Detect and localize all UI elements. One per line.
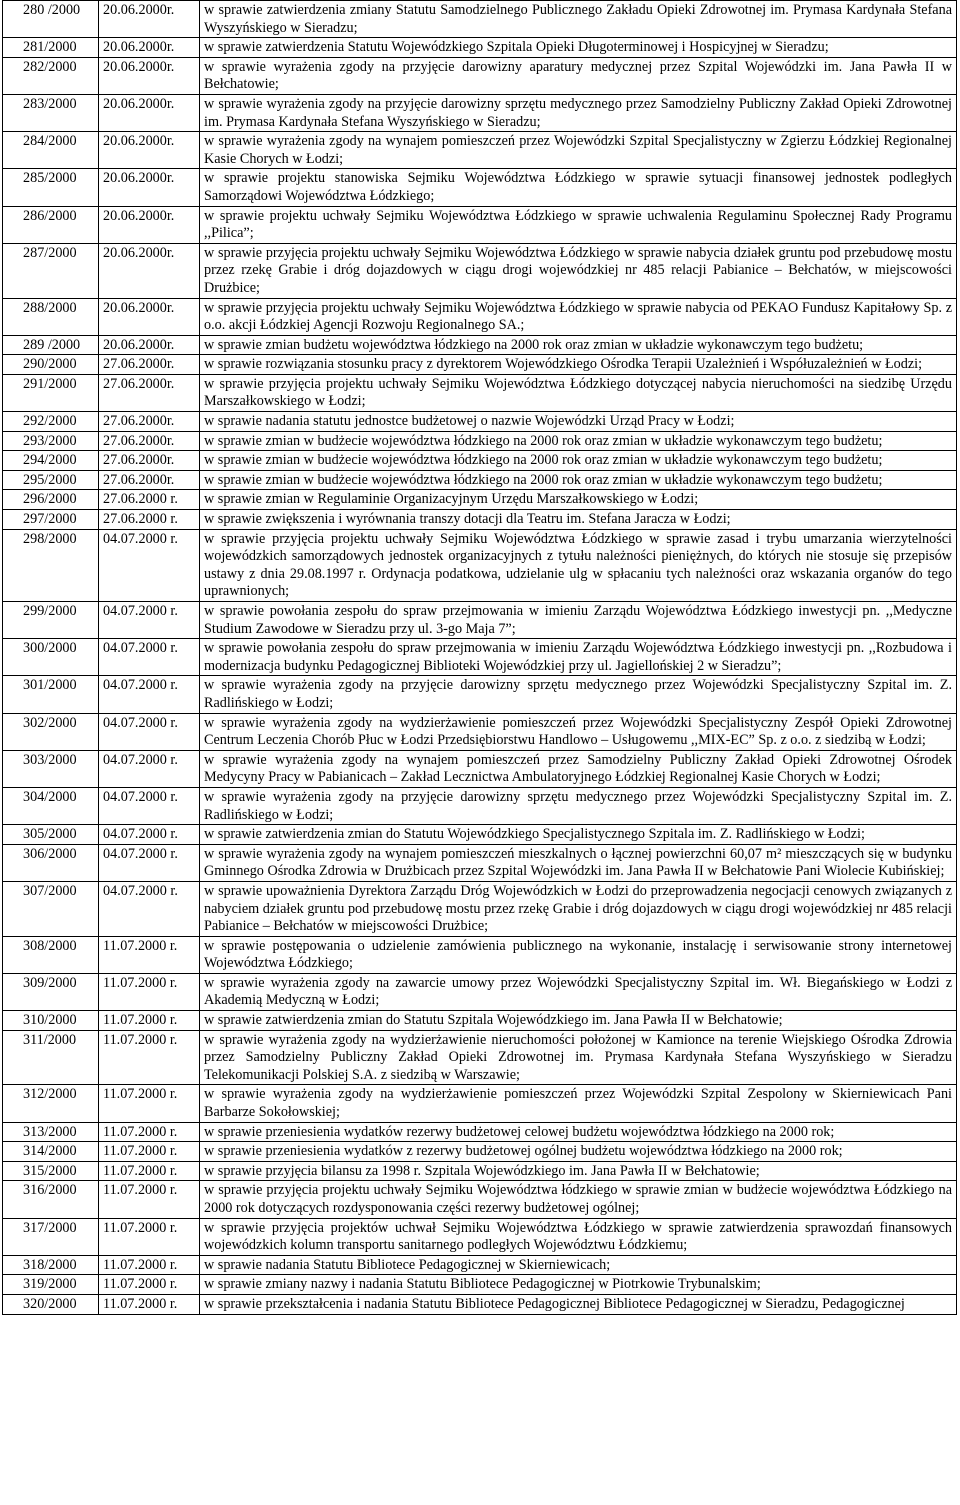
resolution-subject: w sprawie przyjęcia projektu uchwały Sejmiku Województwa Łódzkiego w sprawie nabycia od PEKAO Fundusz Kapitałowy Sp. z o.o. akcji Łódzkiej Agencji Rozwoju Regionalnego SA.; [200, 298, 957, 335]
resolution-number: 296/2000 [3, 490, 99, 510]
table-row [3, 94, 957, 131]
resolution-number: 307/2000 [3, 881, 99, 936]
resolution-number: 320/2000 [3, 1294, 99, 1314]
resolution-date: 04.07.2000 r. [99, 881, 200, 936]
table-row [3, 206, 957, 243]
resolution-date: 11.07.2000 r. [99, 1218, 200, 1255]
table-row [3, 973, 957, 1010]
table-row [3, 169, 957, 206]
table-row [3, 490, 957, 510]
resolution-number: 290/2000 [3, 355, 99, 375]
resolution-date: 04.07.2000 r. [99, 844, 200, 881]
table-row [3, 529, 957, 601]
table-row [3, 1, 957, 38]
table-row [3, 1255, 957, 1275]
table-row [3, 355, 957, 375]
resolution-number: 299/2000 [3, 602, 99, 639]
resolution-date: 20.06.2000r. [99, 169, 200, 206]
table-row [3, 602, 957, 639]
resolution-date: 11.07.2000 r. [99, 1030, 200, 1085]
resolution-number: 284/2000 [3, 132, 99, 169]
resolution-subject: w sprawie zmian w budżecie województwa łódzkiego na 2000 rok oraz zmian w układzie wykonawczym tego budżetu; [200, 451, 957, 471]
resolution-subject: w sprawie zwiększenia i wyrównania transzy dotacji dla Teatru im. Stefana Jaracza w Łodzi; [200, 510, 957, 530]
resolution-date: 27.06.2000r. [99, 412, 200, 432]
resolution-date: 04.07.2000 r. [99, 787, 200, 824]
table-row [3, 132, 957, 169]
table-row [3, 1218, 957, 1255]
resolution-number: 280 /2000 [3, 1, 99, 38]
resolution-date: 11.07.2000 r. [99, 1181, 200, 1218]
resolution-subject: w sprawie zatwierdzenia Statutu Wojewódzkiego Szpitala Opieki Długoterminowej i Hospicyjnej w Sieradzu; [200, 38, 957, 58]
resolution-subject: w sprawie wyrażenia zgody na przyjęcie darowizny sprzętu medycznego przez Wojewódzki Specjalistyczny Szpital im. Z. Radlińskiego w Łodzi; [200, 676, 957, 713]
resolution-number: 304/2000 [3, 787, 99, 824]
resolution-date: 04.07.2000 r. [99, 529, 200, 601]
resolution-date: 11.07.2000 r. [99, 1294, 200, 1314]
resolution-subject: w sprawie przyjęcia projektów uchwał Sejmiku Województwa Łódzkiego w sprawie zatwierdzenia sprawozdań finansowych wojewódzkich kolumn transportu sanitarnego podległych Województwu Łódzkiemu; [200, 1218, 957, 1255]
resolution-date: 04.07.2000 r. [99, 639, 200, 676]
resolution-date: 20.06.2000r. [99, 1, 200, 38]
resolution-number: 317/2000 [3, 1218, 99, 1255]
resolution-date: 11.07.2000 r. [99, 1255, 200, 1275]
resolution-subject: w sprawie powołania zespołu do spraw przejmowania w imieniu Zarządu Województwa Łódzkiego inwestycji pn. ,,Rozbudowa i modernizacja budynku Pedagogicznej Biblioteki Wojewódzkiej przy ul. Jagiellońskiej 2 w Sieradzu”; [200, 639, 957, 676]
resolution-date: 11.07.2000 r. [99, 936, 200, 973]
table-row [3, 38, 957, 58]
resolution-subject: w sprawie wyrażenia zgody na wydzierżawienie nieruchomości położonej w Kamionce na terenie Wiejskiego Ośrodka Zdrowia przez Samodzielny Publiczny Zakład Opieki Zdrowotnej im. Prymasa Kardynała Stefana Wyszyńskiego w Sieradzu Telekomunikacji Polskiej S.A. z siedzibą w Warszawie; [200, 1030, 957, 1085]
table-row [3, 1142, 957, 1162]
resolution-number: 319/2000 [3, 1275, 99, 1295]
table-row [3, 374, 957, 411]
resolution-date: 11.07.2000 r. [99, 1011, 200, 1031]
resolution-subject: w sprawie przyjęcia projektu uchwały Sejmiku Województwa Łódzkiego w sprawie nabycia działek gruntu pod przebudowę mostu przez rzekę Grabie i dróg dojazdowych w ciągu drogi wojewódzkiej nr 485 relacji Pabianice – Bełchatów, w miejscowości Drużbice; [200, 243, 957, 298]
resolution-number: 291/2000 [3, 374, 99, 411]
resolution-number: 316/2000 [3, 1181, 99, 1218]
table-row [3, 243, 957, 298]
resolution-subject: w sprawie przyjęcia projektu uchwały Sejmiku Województwa Łódzkiego w sprawie zasad i trybu umarzania wierzytelności wojewódzkich samorządowych jednostek organizacyjnych z tytułu należności pieniężnych, do których nie stosuje się przepisów ustawy z dnia 29.08.1997 r. Ordynacja podatkowa, udzielanie ulg w spłacaniu tych należności oraz wskazania organów do tego uprawnionych; [200, 529, 957, 601]
table-row [3, 881, 957, 936]
resolution-subject: w sprawie wyrażenia zgody na wynajem pomieszczeń przez Wojewódzki Szpital Specjalistyczny w Zgierzu Łódzkiej Regionalnej Kasie Chorych w Łodzi; [200, 132, 957, 169]
table-row [3, 676, 957, 713]
resolution-date: 27.06.2000 r. [99, 510, 200, 530]
resolution-number: 293/2000 [3, 431, 99, 451]
resolution-subject: w sprawie nadania statutu jednostce budżetowej o nazwie Wojewódzki Urząd Pracy w Łodzi; [200, 412, 957, 432]
resolution-subject: w sprawie wyrażenia zgody na przyjęcie darowizny aparatury medycznej przez Szpital Wojewódzki im. Jana Pawła II w Bełchatowie; [200, 57, 957, 94]
resolution-subject: w sprawie wyrażenia zgody na przyjęcie darowizny sprzętu medycznego przez Wojewódzki Specjalistyczny Szpital im. Z. Radlińskiego w Łodzi; [200, 787, 957, 824]
resolution-subject: w sprawie zmian w budżecie województwa łódzkiego na 2000 rok oraz zmian w układzie wykonawczym tego budżetu; [200, 470, 957, 490]
resolution-number: 314/2000 [3, 1142, 99, 1162]
resolution-subject: w sprawie projektu uchwały Sejmiku Województwa Łódzkiego w sprawie uchwalenia Regulaminu Społecznej Rady Programu ,,Pilica”; [200, 206, 957, 243]
table-row [3, 1030, 957, 1085]
resolution-number: 312/2000 [3, 1085, 99, 1122]
table-row [3, 470, 957, 490]
table-row [3, 510, 957, 530]
resolution-subject: w sprawie postępowania o udzielenie zamówienia publicznego na wykonanie, instalację i serwisowanie strony internetowej Województwa Łódzkiego; [200, 936, 957, 973]
table-row [3, 825, 957, 845]
resolution-date: 11.07.2000 r. [99, 1275, 200, 1295]
resolution-subject: w sprawie przyjęcia bilansu za 1998 r. Szpitala Wojewódzkiego im. Jana Pawła II w Bełchatowie; [200, 1161, 957, 1181]
table-row [3, 431, 957, 451]
resolution-date: 11.07.2000 r. [99, 1085, 200, 1122]
table-row [3, 1275, 957, 1295]
resolution-number: 302/2000 [3, 713, 99, 750]
resolution-date: 20.06.2000r. [99, 335, 200, 355]
resolution-number: 311/2000 [3, 1030, 99, 1085]
resolution-number: 297/2000 [3, 510, 99, 530]
resolution-date: 11.07.2000 r. [99, 1122, 200, 1142]
resolution-number: 287/2000 [3, 243, 99, 298]
resolution-subject: w sprawie przyjęcia projektu uchwały Sejmiku Województwa łódzkiego w sprawie zmian w budżecie województwa Łódzkiego na 2000 rok dotyczących rozdysponowania części rezerwy budżetowej ogólnej; [200, 1181, 957, 1218]
resolution-date: 04.07.2000 r. [99, 750, 200, 787]
resolution-date: 27.06.2000r. [99, 470, 200, 490]
resolution-subject: w sprawie wyrażenia zgody na wydzierżawienie pomieszczeń przez Wojewódzki Specjalistyczny Zespół Opieki Zdrowotnej Centrum Leczenia Chorób Płuc w Łodzi Przedsiębiorstwu Handlowo – Usługowemu ,,MIX-EC” Sp. z o.o. z siedzibą w Łodzi; [200, 713, 957, 750]
resolution-number: 306/2000 [3, 844, 99, 881]
resolution-number: 315/2000 [3, 1161, 99, 1181]
resolution-date: 20.06.2000r. [99, 57, 200, 94]
table-row [3, 1181, 957, 1218]
resolution-date: 11.07.2000 r. [99, 1142, 200, 1162]
resolution-number: 308/2000 [3, 936, 99, 973]
resolution-number: 283/2000 [3, 94, 99, 131]
resolution-number: 286/2000 [3, 206, 99, 243]
resolution-subject: w sprawie zmian w Regulaminie Organizacyjnym Urzędu Marszałkowskiego w Łodzi; [200, 490, 957, 510]
resolution-number: 313/2000 [3, 1122, 99, 1142]
resolution-date: 27.06.2000r. [99, 431, 200, 451]
resolution-number: 300/2000 [3, 639, 99, 676]
resolution-number: 289 /2000 [3, 335, 99, 355]
resolution-subject: w sprawie upoważnienia Dyrektora Zarządu Dróg Wojewódzkich w Łodzi do przeprowadzenia negocjacji cenowych związanych z nabyciem działek gruntu pod przebudowę mostu przez rzekę Grabie i dróg dojazdowych w ciągu drogi wojewódzkiej nr 485 relacji Pabianice – Bełchatów w miejscowości Drużbice; [200, 881, 957, 936]
resolution-subject: w sprawie zmian budżetu województwa łódzkiego na 2000 rok oraz zmian w układzie wykonawczym tego budżetu; [200, 335, 957, 355]
resolution-date: 04.07.2000 r. [99, 713, 200, 750]
table-row [3, 936, 957, 973]
resolution-date: 20.06.2000r. [99, 206, 200, 243]
resolution-number: 292/2000 [3, 412, 99, 432]
resolution-number: 298/2000 [3, 529, 99, 601]
resolution-date: 20.06.2000r. [99, 94, 200, 131]
resolution-subject: w sprawie nadania Statutu Bibliotece Pedagogicznej w Skierniewicach; [200, 1255, 957, 1275]
resolution-date: 04.07.2000 r. [99, 602, 200, 639]
resolution-subject: w sprawie wyrażenia zgody na wydzierżawienie pomieszczeń przez Wojewódzki Szpital Zespolony w Skierniewicach Pani Barbarze Sokołowskiej; [200, 1085, 957, 1122]
table-row [3, 451, 957, 471]
resolution-date: 20.06.2000r. [99, 243, 200, 298]
resolution-number: 294/2000 [3, 451, 99, 471]
resolution-number: 318/2000 [3, 1255, 99, 1275]
resolution-date: 27.06.2000r. [99, 374, 200, 411]
table-row [3, 57, 957, 94]
resolution-subject: w sprawie zmiany nazwy i nadania Statutu Bibliotece Pedagogicznej w Piotrkowie Trybunalskim; [200, 1275, 957, 1295]
resolution-subject: w sprawie projektu stanowiska Sejmiku Województwa Łódzkiego w sprawie sytuacji finansowej jednostek podległych Samorządowi Województwa Łódzkiego; [200, 169, 957, 206]
resolution-subject: w sprawie wyrażenia zgody na zawarcie umowy przez Wojewódzki Specjalistyczny Szpital im. Wł. Biegańskiego w Łodzi z Akademią Medyczną w Łodzi; [200, 973, 957, 1010]
resolution-date: 20.06.2000r. [99, 132, 200, 169]
resolution-number: 281/2000 [3, 38, 99, 58]
resolution-number: 288/2000 [3, 298, 99, 335]
resolution-subject: w sprawie przyjęcia projektu uchwały Sejmiku Województwa Łódzkiego dotyczącej nabycia nieruchomości na siedzibę Urzędu Marszałkowskiego w Łodzi; [200, 374, 957, 411]
resolution-date: 11.07.2000 r. [99, 1161, 200, 1181]
resolutions-table-body [3, 1, 957, 1315]
table-row [3, 335, 957, 355]
resolution-number: 285/2000 [3, 169, 99, 206]
resolution-date: 27.06.2000r. [99, 451, 200, 471]
table-row [3, 750, 957, 787]
resolution-number: 301/2000 [3, 676, 99, 713]
resolution-number: 310/2000 [3, 1011, 99, 1031]
resolution-number: 309/2000 [3, 973, 99, 1010]
table-row [3, 713, 957, 750]
table-row [3, 412, 957, 432]
resolution-subject: w sprawie przekształcenia i nadania Statutu Bibliotece Pedagogicznej Bibliotece Pedagogicznej w Sieradzu, Pedagogicznej [200, 1294, 957, 1314]
resolution-date: 04.07.2000 r. [99, 676, 200, 713]
resolution-date: 04.07.2000 r. [99, 825, 200, 845]
resolution-subject: w sprawie przeniesienia wydatków rezerwy budżetowej celowej budżetu województwa łódzkiego na 2000 rok; [200, 1122, 957, 1142]
resolution-date: 27.06.2000r. [99, 355, 200, 375]
table-row [3, 639, 957, 676]
table-row [3, 1122, 957, 1142]
table-row [3, 1161, 957, 1181]
resolutions-table [2, 0, 957, 1315]
table-row [3, 1085, 957, 1122]
resolution-subject: w sprawie wyrażenia zgody na wynajem pomieszczeń mieszkalnych o łącznej powierzchni 60,07 m² mieszczących się w budynku Gminnego Ośrodka Zdrowia w Drużbicach przez Szpital Wojewódzki im. Jana Pawła II w Bełchatowie Pani Wiolecie Kubińskiej; [200, 844, 957, 881]
table-row [3, 298, 957, 335]
resolution-number: 295/2000 [3, 470, 99, 490]
resolution-date: 27.06.2000 r. [99, 490, 200, 510]
table-row [3, 787, 957, 824]
resolution-date: 20.06.2000r. [99, 298, 200, 335]
resolution-subject: w sprawie zatwierdzenia zmian do Statutu Szpitala Wojewódzkiego im. Jana Pawła II w Bełchatowie; [200, 1011, 957, 1031]
resolution-subject: w sprawie wyrażenia zgody na wynajem pomieszczeń przez Samodzielny Publiczny Zakład Opieki Zdrowotnej Ośrodek Medycyny Pracy w Pabianicach – Zakład Lecznictwa Ambulatoryjnego Łódzkiej Regionalnej Kasie Chorych w Łodzi; [200, 750, 957, 787]
table-row [3, 844, 957, 881]
resolution-subject: w sprawie powołania zespołu do spraw przejmowania w imieniu Zarządu Województwa Łódzkiego inwestycji pn. ,,Medyczne Studium Zawodowe w Sieradzu przy ul. 3-go Maja 7”; [200, 602, 957, 639]
table-row [3, 1294, 957, 1314]
resolution-subject: w sprawie zatwierdzenia zmiany Statutu Samodzielnego Publicznego Zakładu Opieki Zdrowotnej im. Prymasa Kardynała Stefana Wyszyńskiego w Sieradzu; [200, 1, 957, 38]
resolution-date: 20.06.2000r. [99, 38, 200, 58]
resolution-number: 303/2000 [3, 750, 99, 787]
resolution-subject: w sprawie wyrażenia zgody na przyjęcie darowizny sprzętu medycznego przez Samodzielny Publiczny Zakład Opieki Zdrowotnej im. Prymasa Kardynała Stefana Wyszyńskiego w Sieradzu; [200, 94, 957, 131]
resolution-subject: w sprawie rozwiązania stosunku pracy z dyrektorem Wojewódzkiego Ośrodka Terapii Uzależnień i Współuzależnień w Łodzi; [200, 355, 957, 375]
table-row [3, 1011, 957, 1031]
resolution-number: 282/2000 [3, 57, 99, 94]
resolution-number: 305/2000 [3, 825, 99, 845]
resolution-subject: w sprawie zatwierdzenia zmian do Statutu Wojewódzkiego Specjalistycznego Szpitala im. Z. Radlińskiego w Łodzi; [200, 825, 957, 845]
resolution-subject: w sprawie przeniesienia wydatków z rezerwy budżetowej ogólnej budżetu województwa łódzkiego na 2000 rok; [200, 1142, 957, 1162]
resolution-subject: w sprawie zmian w budżecie województwa łódzkiego na 2000 rok oraz zmian w układzie wykonawczym tego budżetu; [200, 431, 957, 451]
resolution-date: 11.07.2000 r. [99, 973, 200, 1010]
